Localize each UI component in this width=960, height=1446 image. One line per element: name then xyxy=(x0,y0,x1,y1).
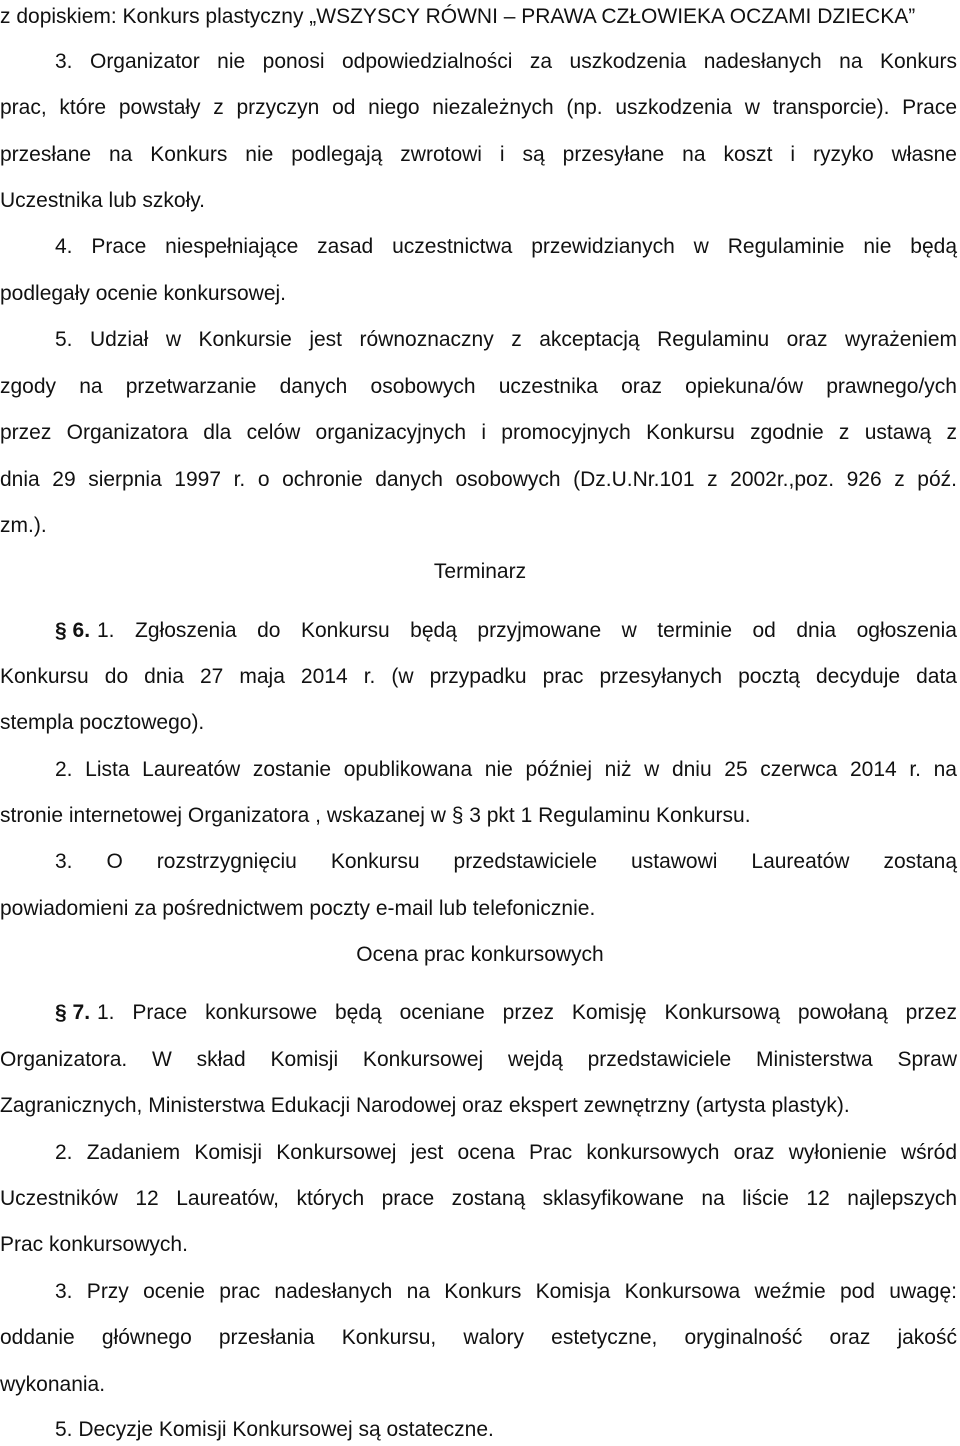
text-line: Konkursu do dnia 27 maja 2014 r. (w przypadku prac przesyłanych pocztą decyduje data xyxy=(0,665,957,688)
text-line: 3. Organizator nie ponosi odpowiedzialności za uszkodzenia nadesłanych na Konkurs xyxy=(55,50,957,73)
text-line: Organizatora. W skład Komisji Konkursowej wejdą przedstawiciele Ministerstwa Spraw xyxy=(0,1048,957,1071)
text-line: 4. Prace niespełniające zasad uczestnictwa przewidzianych w Regulaminie nie będą xyxy=(55,235,957,258)
text-line: podlegały ocenie konkursowej. xyxy=(0,282,287,305)
text-line: Prac konkursowych. xyxy=(0,1233,188,1256)
text-line: Uczestników 12 Laureatów, których prace zostaną sklasyfikowane na liście 12 najlepszych xyxy=(0,1187,957,1210)
text-line: wykonania. xyxy=(0,1373,106,1396)
text-line: 3. Przy ocenie prac nadesłanych na Konkurs Komisja Konkursowa weźmie pod uwagę: xyxy=(55,1280,957,1303)
section-heading-ocena: Ocena prac konkursowych xyxy=(356,943,604,966)
section-heading-terminarz: Terminarz xyxy=(433,560,527,583)
text-line: Uczestnika lub szkoły. xyxy=(0,189,206,212)
text-line: przesłane na Konkurs nie podlegają zwrotowi i są przesyłane na koszt i ryzyko własne xyxy=(0,143,957,166)
text-line: z dopiskiem: Konkurs plastyczny „WSZYSCY RÓWNI – PRAWA CZŁOWIEKA OCZAMI DZIECKA” xyxy=(0,5,916,28)
text-line: 1. Prace konkursowe będą oceniane przez Komisję Konkursową powołaną przez xyxy=(97,1001,957,1024)
text-line: 3. O rozstrzygnięciu Konkursu przedstawiciele ustawowi Laureatów zostaną xyxy=(55,850,957,873)
text-line: 5. Decyzje Komisji Konkursowej są ostateczne. xyxy=(55,1418,494,1441)
text-line: 5. Udział w Konkursie jest równoznaczny z akceptacją Regulaminu oraz wyrażeniem xyxy=(55,328,957,351)
paragraph-marker: § 6. xyxy=(55,619,91,642)
text-line: 2. Zadaniem Komisji Konkursowej jest ocena Prac konkursowych oraz wyłonienie wśród xyxy=(55,1141,957,1164)
text-line: stronie internetowej Organizatora , wskazanej w § 3 pkt 1 Regulaminu Konkursu. xyxy=(0,804,751,827)
text-line: powiadomieni za pośrednictwem poczty e-mail lub telefonicznie. xyxy=(0,897,596,920)
text-line: dnia 29 sierpnia 1997 r. o ochronie danych osobowych (Dz.U.Nr.101 z 2002r.,poz. 926 z póź. xyxy=(0,468,957,491)
text-line: Zagranicznych, Ministerstwa Edukacji Narodowej oraz ekspert zewnętrzny (artysta plastyk). xyxy=(0,1094,850,1117)
text-line: zm.). xyxy=(0,514,47,537)
text-line: 1. Zgłoszenia do Konkursu będą przyjmowane w terminie od dnia ogłoszenia xyxy=(97,619,957,642)
text-line: prac, które powstały z przyczyn od niego niezależnych (np. uszkodzenia w transporcie). Prace xyxy=(0,96,957,119)
text-line: stempla pocztowego). xyxy=(0,711,205,734)
paragraph-marker: § 7. xyxy=(55,1001,91,1024)
text-line: przez Organizatora dla celów organizacyjnych i promocyjnych Konkursu zgodnie z ustawą z xyxy=(0,421,957,444)
text-line: 2. Lista Laureatów zostanie opublikowana nie później niż w dniu 25 czerwca 2014 r. na xyxy=(55,758,957,781)
text-line: zgody na przetwarzanie danych osobowych uczestnika oraz opiekuna/ów prawnego/ych xyxy=(0,375,957,398)
text-line: oddanie głównego przesłania Konkursu, walory estetyczne, oryginalność oraz jakość xyxy=(0,1326,957,1349)
